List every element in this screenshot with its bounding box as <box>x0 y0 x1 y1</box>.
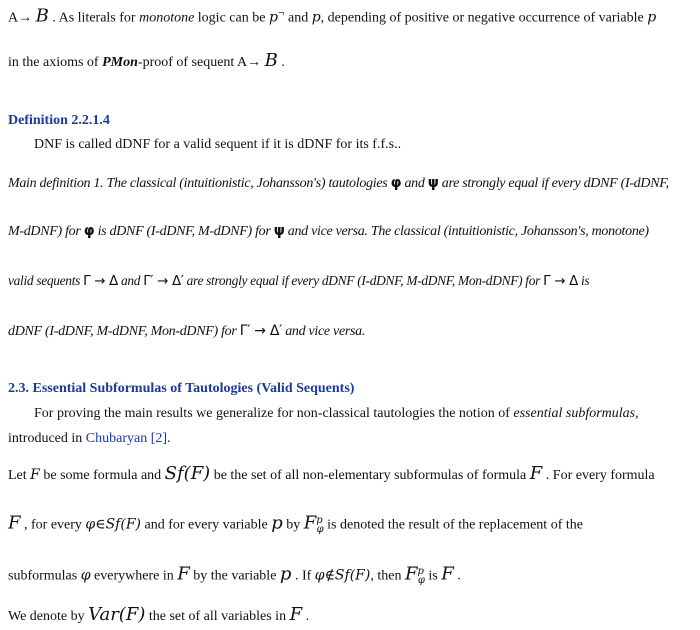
math-span: p <box>279 563 292 585</box>
text-span: . <box>167 431 171 446</box>
text-span: is <box>577 273 590 288</box>
phi-symbol: φ <box>390 175 402 191</box>
text-span: Let <box>8 468 31 483</box>
math-span: F <box>30 467 40 483</box>
text-span: We denote by <box>8 609 89 624</box>
text-span: dDNF (I-dDNF, M-dDNF, Mon-dDNF) for <box>8 324 240 339</box>
math-span: φ <box>80 567 91 584</box>
sequent-formula: Γ′ → Δ′ <box>143 274 184 289</box>
text-span: introduced in <box>8 431 86 446</box>
math-span: F <box>177 563 190 585</box>
text-span: . <box>453 568 461 584</box>
text-span: and vice versa. The classical (intuitionistic, Johansson's, monotone) <box>284 224 649 239</box>
psi-symbol: ψ <box>427 175 439 191</box>
text-span: essential subformulas, <box>513 406 639 421</box>
text-span: , then <box>370 568 405 584</box>
section-heading: 2.3. Essential Subformulas of Tautologies (Valid Sequents) <box>8 381 355 396</box>
math-span: F <box>303 512 317 534</box>
math-span: Var(F) <box>88 604 146 625</box>
text-span: is dDNF (I-dDNF, M-dDNF) for <box>94 224 274 239</box>
text-line-4 <box>8 174 692 193</box>
text-line-6 <box>8 272 692 291</box>
text-span: -proof of sequent A→ <box>137 55 265 70</box>
text-span: M-dDNF) for <box>8 224 84 239</box>
text-span: logic can be <box>194 10 269 26</box>
text-line-3 <box>34 136 692 154</box>
math-span: p <box>268 9 278 26</box>
math-span: p <box>311 9 321 26</box>
text-line-13 <box>8 606 692 626</box>
text-span: PMon <box>102 55 138 70</box>
text-line-9 <box>8 430 692 448</box>
math-span: B <box>35 5 49 27</box>
text-span: . As literals for <box>48 10 140 26</box>
text-span: and vice versa. <box>282 324 366 339</box>
text-span: are strongly equal if every dDNF (I-dDNF, <box>438 176 669 191</box>
text-span: , for every <box>20 517 86 533</box>
text-span: are strongly equal if every dDNF (I-dDNF, M-dDNF, Mon-dDNF) for <box>183 273 544 288</box>
text-line-2 <box>8 52 692 72</box>
citation-link[interactable]: Chubaryan [2] <box>85 431 168 446</box>
phi-symbol: φ <box>83 223 95 239</box>
text-span: . For every formula <box>542 468 655 483</box>
text-span: For proving the main results we generalize for non-classical tautologies the notion of <box>34 406 514 421</box>
text-span: and <box>401 176 428 191</box>
text-span: , depending of positive or negative occurrence of variable <box>320 10 648 26</box>
text-span: by the variable <box>189 568 280 584</box>
text-span: . If <box>291 568 315 584</box>
text-line-1 <box>8 4 692 28</box>
text-line-7 <box>8 322 692 341</box>
text-span: is denoted the result of the replacement of the <box>323 517 583 533</box>
text-span: and <box>117 273 144 288</box>
math-span: F <box>404 563 418 585</box>
math-span: Sf(F) <box>164 463 211 484</box>
superscript: p <box>417 566 424 577</box>
text-span: the set of all variables in <box>145 609 290 624</box>
text-span: DNF is called dDNF for a valid sequent if it is dDNF for its f.f.s.. <box>34 137 402 152</box>
text-span: and <box>284 10 312 26</box>
text-span: monotone <box>139 10 195 26</box>
subscript: φ <box>417 575 425 587</box>
text-line-12 <box>8 563 692 590</box>
subscript: φ <box>316 524 324 536</box>
text-span: A→ <box>8 10 36 26</box>
math-span: B <box>264 50 278 71</box>
text-span: in the axioms of <box>8 55 103 70</box>
math-span: F <box>8 512 21 534</box>
text-line-5 <box>8 222 692 241</box>
text-span: valid sequents <box>8 273 84 288</box>
text-line-8 <box>34 405 692 423</box>
text-span: everywhere in <box>90 568 178 584</box>
superscript: p <box>316 515 323 526</box>
text-span: . <box>302 609 310 624</box>
math-span: φ∉Sf(F) <box>314 567 371 584</box>
math-span: φ∈Sf(F) <box>85 516 141 533</box>
text-span: subformulas <box>8 568 81 584</box>
psi-symbol: ψ <box>273 223 285 239</box>
definition-heading: Definition 2.2.1.4 <box>8 113 110 128</box>
text-span: is <box>424 568 442 584</box>
text-span: . <box>277 55 285 70</box>
negation-symbol: ¬ <box>277 6 285 19</box>
text-span: be the set of all non-elementary subformulas of formula <box>210 468 530 483</box>
math-span: p <box>647 9 657 26</box>
sequent-formula: Γ′ → Δ′ <box>239 323 282 339</box>
sequent-formula: Γ → Δ <box>543 274 578 289</box>
math-span: p <box>271 512 283 534</box>
text-span: and for every variable <box>141 517 272 533</box>
math-span: F <box>441 563 454 585</box>
math-span: F <box>529 463 543 484</box>
text-line-10 <box>8 465 692 485</box>
sequent-formula: Γ → Δ <box>83 274 118 289</box>
text-line-11 <box>8 512 692 539</box>
text-span: by <box>282 517 304 533</box>
text-span: Main definition 1. The classical (intuitionistic, Johansson's) tautologies <box>8 176 391 191</box>
math-span: F <box>289 604 303 625</box>
text-span: be some formula and <box>39 468 165 483</box>
